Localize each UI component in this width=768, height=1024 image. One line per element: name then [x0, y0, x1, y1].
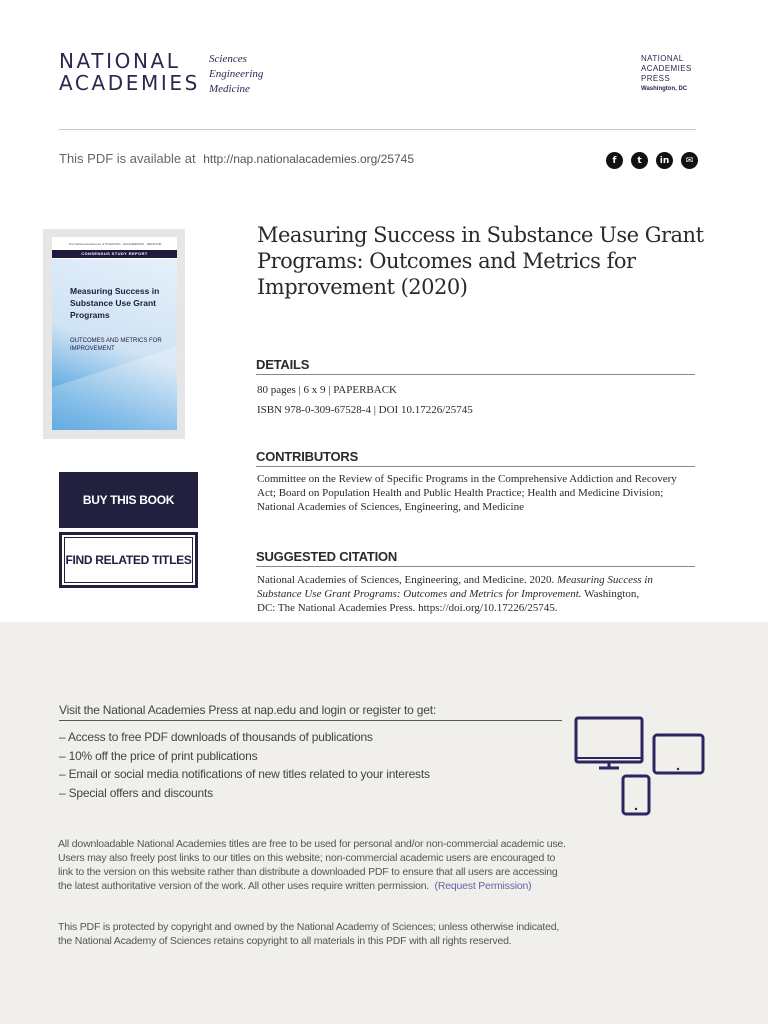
citation-prefix: National Academies of Sciences, Engineering, and Medicine. 2020.	[257, 574, 557, 586]
national-academies-logo	[59, 50, 299, 100]
nap-press-logo	[641, 54, 692, 94]
benefits-list	[59, 728, 430, 802]
press-logo-city: Washington, DC	[641, 86, 688, 92]
logo-line2: ACADEMIES	[59, 71, 200, 95]
logo-sub-engineering: Engineering	[209, 68, 264, 80]
citation-title: Measuring Success in Substance Use Grant Programs: Outcomes and Metrics for Improvement.	[257, 574, 653, 600]
visit-nap-heading: Visit the National Academies Press at nap.edu and login or register to get:	[59, 703, 562, 721]
citation-heading: SUGGESTED CITATION	[256, 549, 695, 567]
list-item: – Special offers and discounts	[59, 785, 213, 800]
logo-sub-medicine: Medicine	[209, 83, 250, 95]
find-button-inner-border	[64, 537, 193, 583]
book-title: Measuring Success in Substance Use Grant Programs: Outcomes and Metrics for Improvement (2020)	[257, 223, 704, 299]
logo-subtitle	[209, 52, 263, 97]
citation-suffix: Washington, DC: The National Academies Press. https://doi.org/10.17226/25745.	[257, 588, 640, 614]
email-icon[interactable]: ✉	[681, 152, 698, 169]
cover-title: Measuring Success in Substance Use Grant Programs	[70, 286, 160, 320]
press-logo-line1: NATIONAL	[641, 54, 684, 63]
availability-url-link[interactable]: http://nap.nationalacademies.org/25745	[203, 152, 415, 166]
usage-notice	[58, 837, 566, 893]
request-permission-link[interactable]: (Request Permission)	[434, 880, 532, 892]
book-cover[interactable]	[52, 237, 177, 430]
details-heading: DETAILS	[256, 357, 695, 375]
buy-this-book-button[interactable]: BUY THIS BOOK	[59, 472, 198, 528]
availability-label: This PDF is available at	[59, 151, 196, 166]
tablet-icon	[654, 735, 703, 773]
press-logo-line2: ACADEMIES	[641, 64, 692, 73]
logo-line1: NATIONAL	[59, 49, 181, 73]
list-item: – Email or social media notifications of new titles related to your interests	[59, 767, 430, 781]
details-line2: ISBN 978-0-309-67528-4 | DOI 10.17226/25745	[257, 404, 473, 416]
copyright-notice: This PDF is protected by copyright and owned by the National Academy of Sciences; unless otherwise indicated, the National Academy of Sciences retains copyright to all materials in this PDF with all rights reserved.	[58, 921, 560, 947]
twitter-icon[interactable]: t	[631, 152, 648, 169]
logo-sub-sciences: Sciences	[209, 53, 247, 65]
usage-notice-text: All downloadable National Academies titles are free to be used for personal and/or non-commercial academic use. Users may also freely post links to our titles on this website; non-commercial academic users are encouraged to link to the version on this website rather than distribute a downloaded PDF to ensure that all users are accessing the latest authoritative version of the work. All other uses require written permission.	[58, 838, 566, 892]
details-body	[257, 383, 687, 417]
list-item: – 10% off the price of print publications	[59, 748, 258, 763]
find-related-titles-button[interactable]	[59, 532, 198, 588]
cover-publisher-text: The National Academies of SCIENCES · ENGINEERING · MEDICINE	[68, 242, 162, 246]
cover-band: CONSENSUS STUDY REPORT	[52, 250, 177, 258]
availability-line	[59, 151, 414, 166]
social-share-bar	[606, 152, 698, 169]
cover-decoration	[52, 341, 177, 430]
contributors-heading: CONTRIBUTORS	[256, 449, 695, 467]
devices-icon	[574, 716, 709, 820]
contributors-text: Committee on the Review of Specific Programs in the Comprehensive Addiction and Recovery Act; Board on Population Health and Public Health Practice; Health and Medicine Division; National Academies of Sciences, Engineering, and Medicine	[257, 473, 677, 513]
promo-panel	[0, 622, 768, 1024]
details-line1: 80 pages | 6 x 9 | PAPERBACK	[257, 384, 397, 396]
monitor-icon	[576, 718, 642, 762]
list-item: – Access to free PDF downloads of thousands of publications	[59, 730, 373, 744]
find-button-label: FIND RELATED TITLES	[65, 553, 192, 567]
press-logo-line3: PRESS	[641, 74, 671, 83]
cover-subtitle: OUTCOMES AND METRICS FOR IMPROVEMENT	[70, 338, 162, 352]
header-divider	[59, 129, 696, 130]
linkedin-icon[interactable]: in	[656, 152, 673, 169]
facebook-icon[interactable]: f	[606, 152, 623, 169]
citation-text	[257, 573, 657, 615]
